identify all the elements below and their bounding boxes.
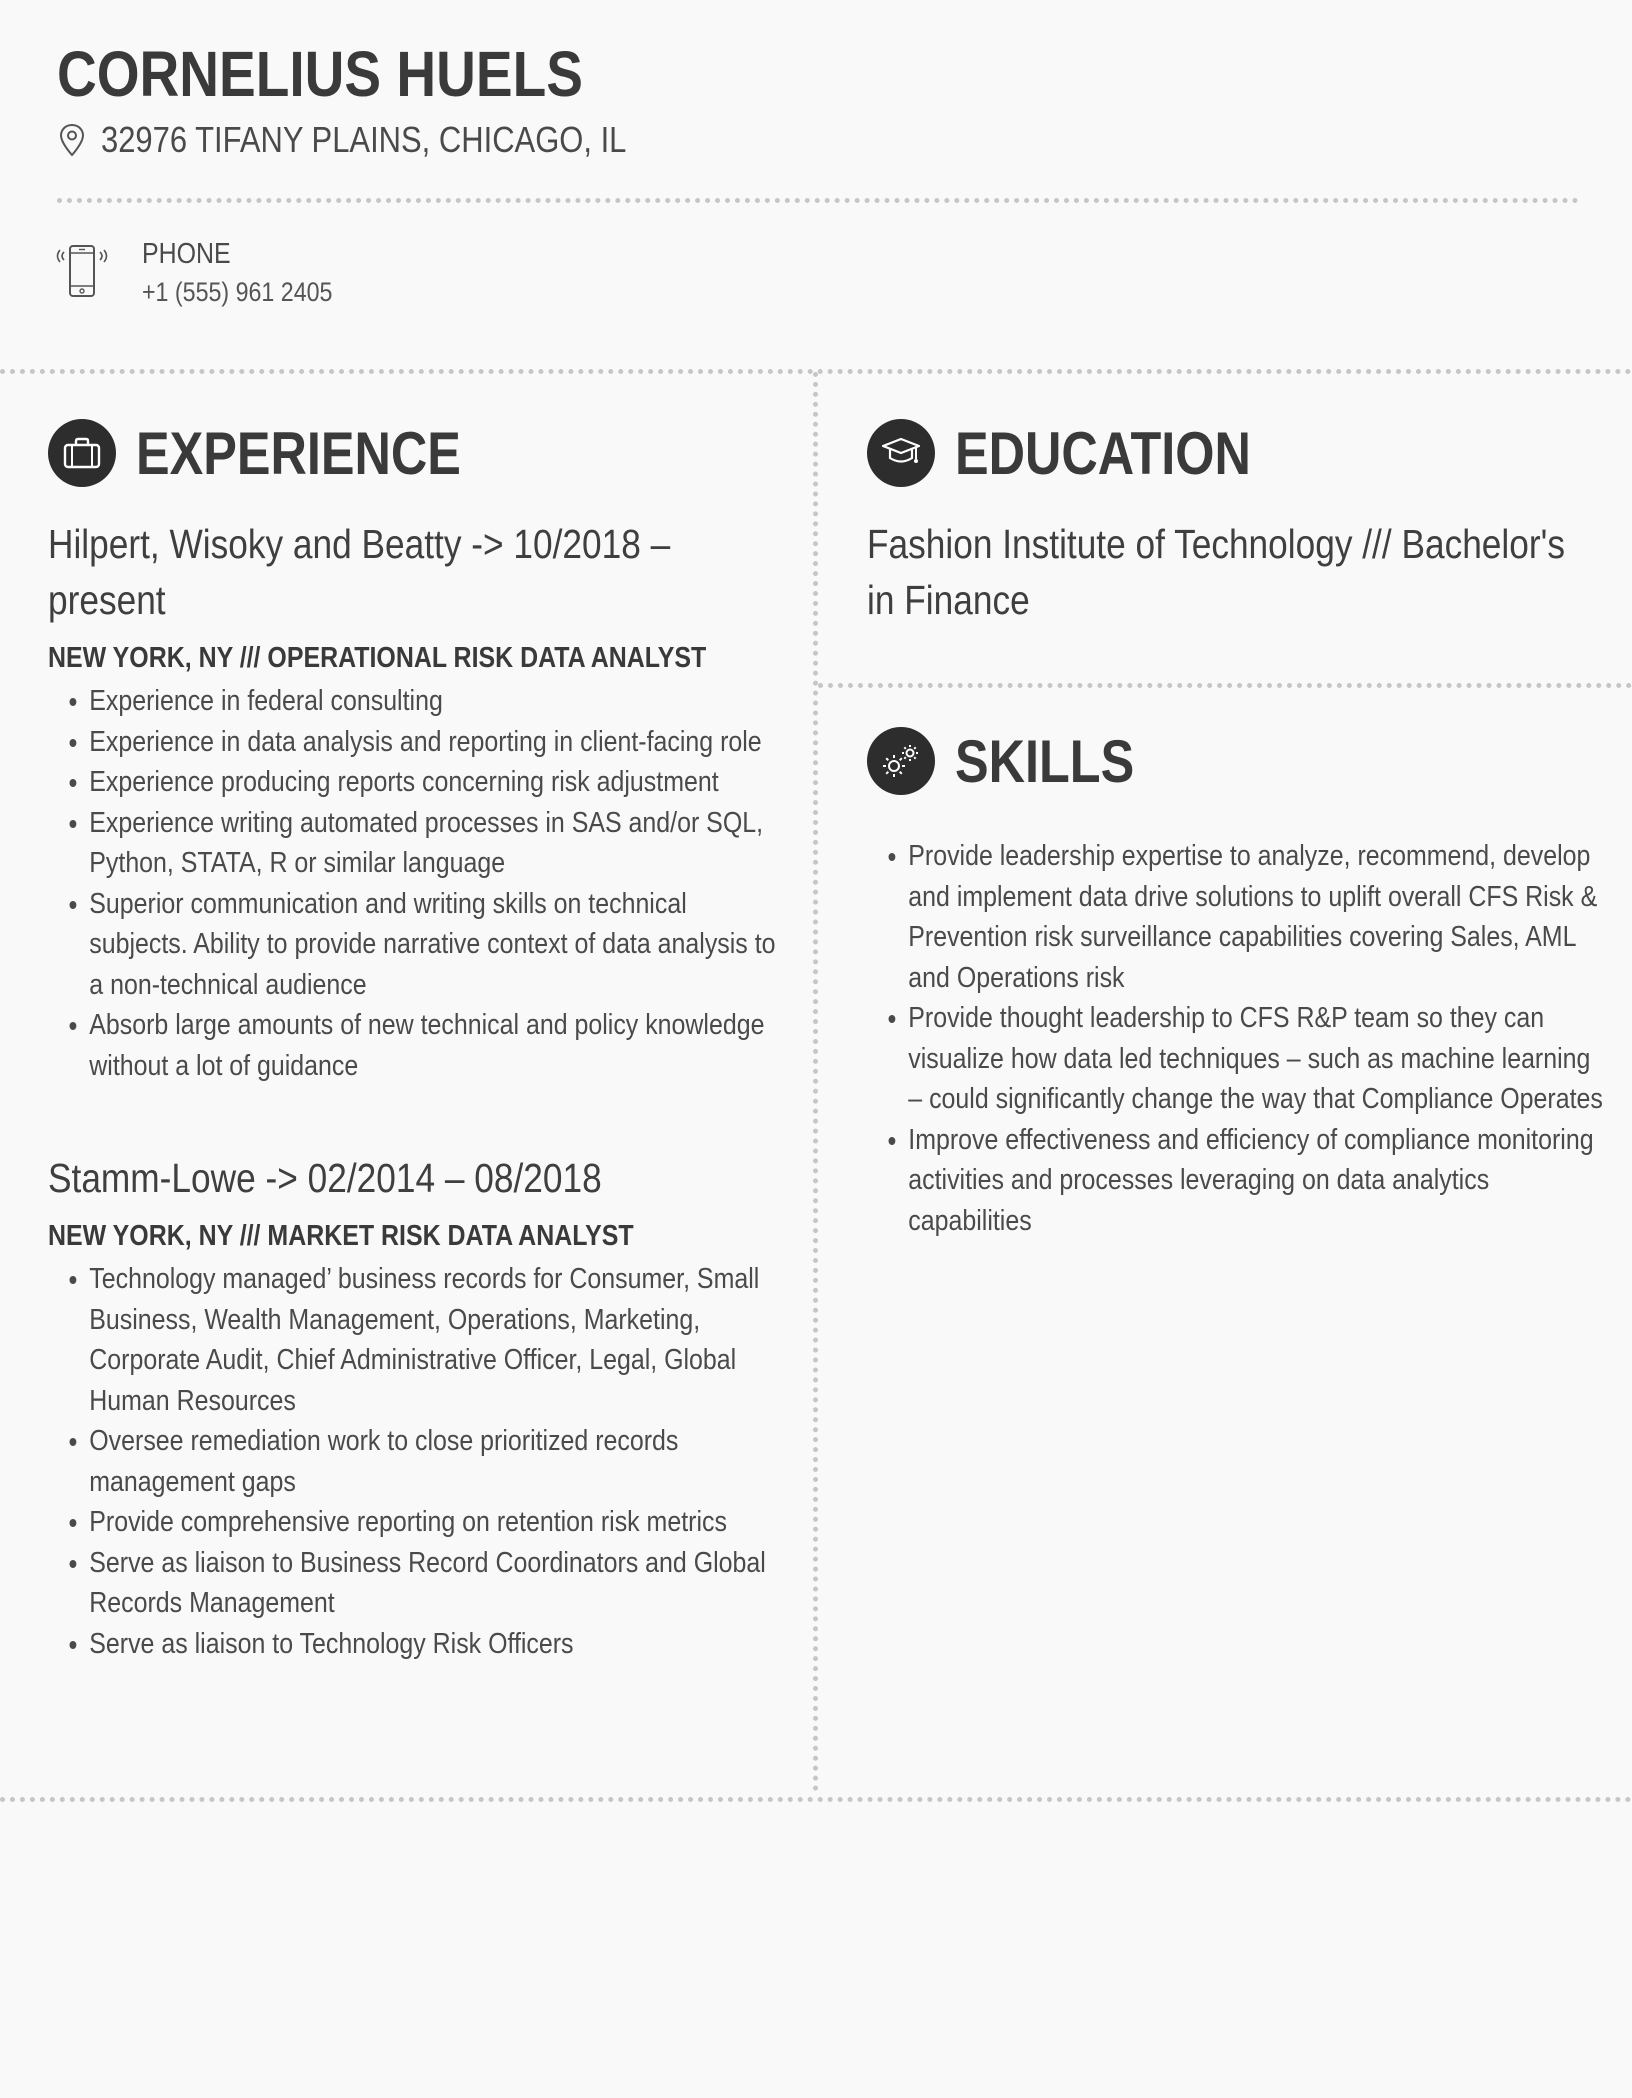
experience-section [48,418,788,1664]
briefcase-icon [62,436,102,470]
skills-section [867,726,1603,1241]
skills-icon-badge [867,727,935,795]
phone-details [142,236,363,312]
list-item: • Experience in federal consulting [89,681,790,722]
list-item: • Improve effectiveness and efficiency of compliance monitoring activities and processes leveraging on data analytics capabilities [908,1120,1603,1242]
list-item: • Superior communication and writing skills on technical subjects. Ability to provide narrative context of data analysis to a non-technical audience [89,884,790,1006]
bottom-divider [0,1797,1632,1802]
mobile-phone-icon [54,242,110,302]
experience-title-row [48,418,788,488]
header-divider [57,198,1579,203]
list-item: • Experience producing reports concerning risk adjustment [89,762,790,803]
education-title: EDUCATION [955,419,1251,487]
job-heading: Stamm-Lowe -> 02/2014 – 08/2018 [48,1155,602,1201]
column-divider [813,372,818,1792]
job-heading: Hilpert, Wisoky and Beatty -> 10/2018 – present [48,521,671,623]
phone-value: +1 (555) 961 2405 [142,277,333,307]
list-item: • Experience writing automated processes in SAS and/or SQL, Python, STATA, R or similar language [89,803,790,884]
education-skills-divider [818,683,1632,688]
education-icon-badge [867,419,935,487]
list-item: • Technology managed’ business records for Consumer, Small Business, Wealth Management, Operations, Marketing, Corporate Audit, Chief Administrative Officer, Legal, Global Human Resources [89,1259,790,1421]
skills-title-row [867,726,1587,796]
job-subheading: NEW YORK, NY /// MARKET RISK DATA ANALYST [48,1220,634,1252]
job-bullets [48,1259,790,1664]
graduation-cap-icon [880,435,922,471]
location-pin-icon [57,122,87,158]
resume-header [57,36,1577,164]
list-item: • Serve as liaison to Business Record Coordinators and Global Records Management [89,1543,790,1624]
experience-icon-badge [48,419,116,487]
job-subheading: NEW YORK, NY /// OPERATIONAL RISK DATA ANALYST [48,642,707,674]
list-item: • Absorb large amounts of new technical and policy knowledge without a lot of guidance [89,1005,790,1086]
job-entry-1 [48,516,788,1086]
list-item: • Serve as liaison to Technology Risk Officers [89,1624,790,1665]
education-section [867,418,1587,628]
phone-label: PHONE [142,238,231,270]
education-entry: Fashion Institute of Technology /// Bachelor's in Finance [867,521,1565,623]
list-item: • Provide comprehensive reporting on retention risk metrics [89,1502,790,1543]
gears-icon [879,741,923,781]
contact-phone [54,236,363,312]
list-item: • Provide thought leadership to CFS R&P team so they can visualize how data led techniques – such as machine learning – could significantly change the way that Compliance Operates [908,998,1603,1120]
skills-bullets [867,836,1603,1241]
list-item: • Oversee remediation work to close prioritized records management gaps [89,1421,790,1502]
skills-title: SKILLS [955,727,1135,795]
education-title-row [867,418,1587,488]
list-item: • Experience in data analysis and reporting in client-facing role [89,722,790,763]
experience-title: EXPERIENCE [136,419,461,487]
address-text: 32976 TIFANY PLAINS, CHICAGO, IL [101,119,627,160]
list-item: • Provide leadership expertise to analyze, recommend, develop and implement data drive solutions to uplift overall CFS Risk & Prevention risk surveillance capabilities covering Sales, AML and Operations risk [908,836,1603,998]
job-entry-2 [48,1150,788,1664]
job-bullets [48,681,790,1086]
candidate-name: CORNELIUS HUELS [57,38,583,110]
address-row [57,116,1577,164]
